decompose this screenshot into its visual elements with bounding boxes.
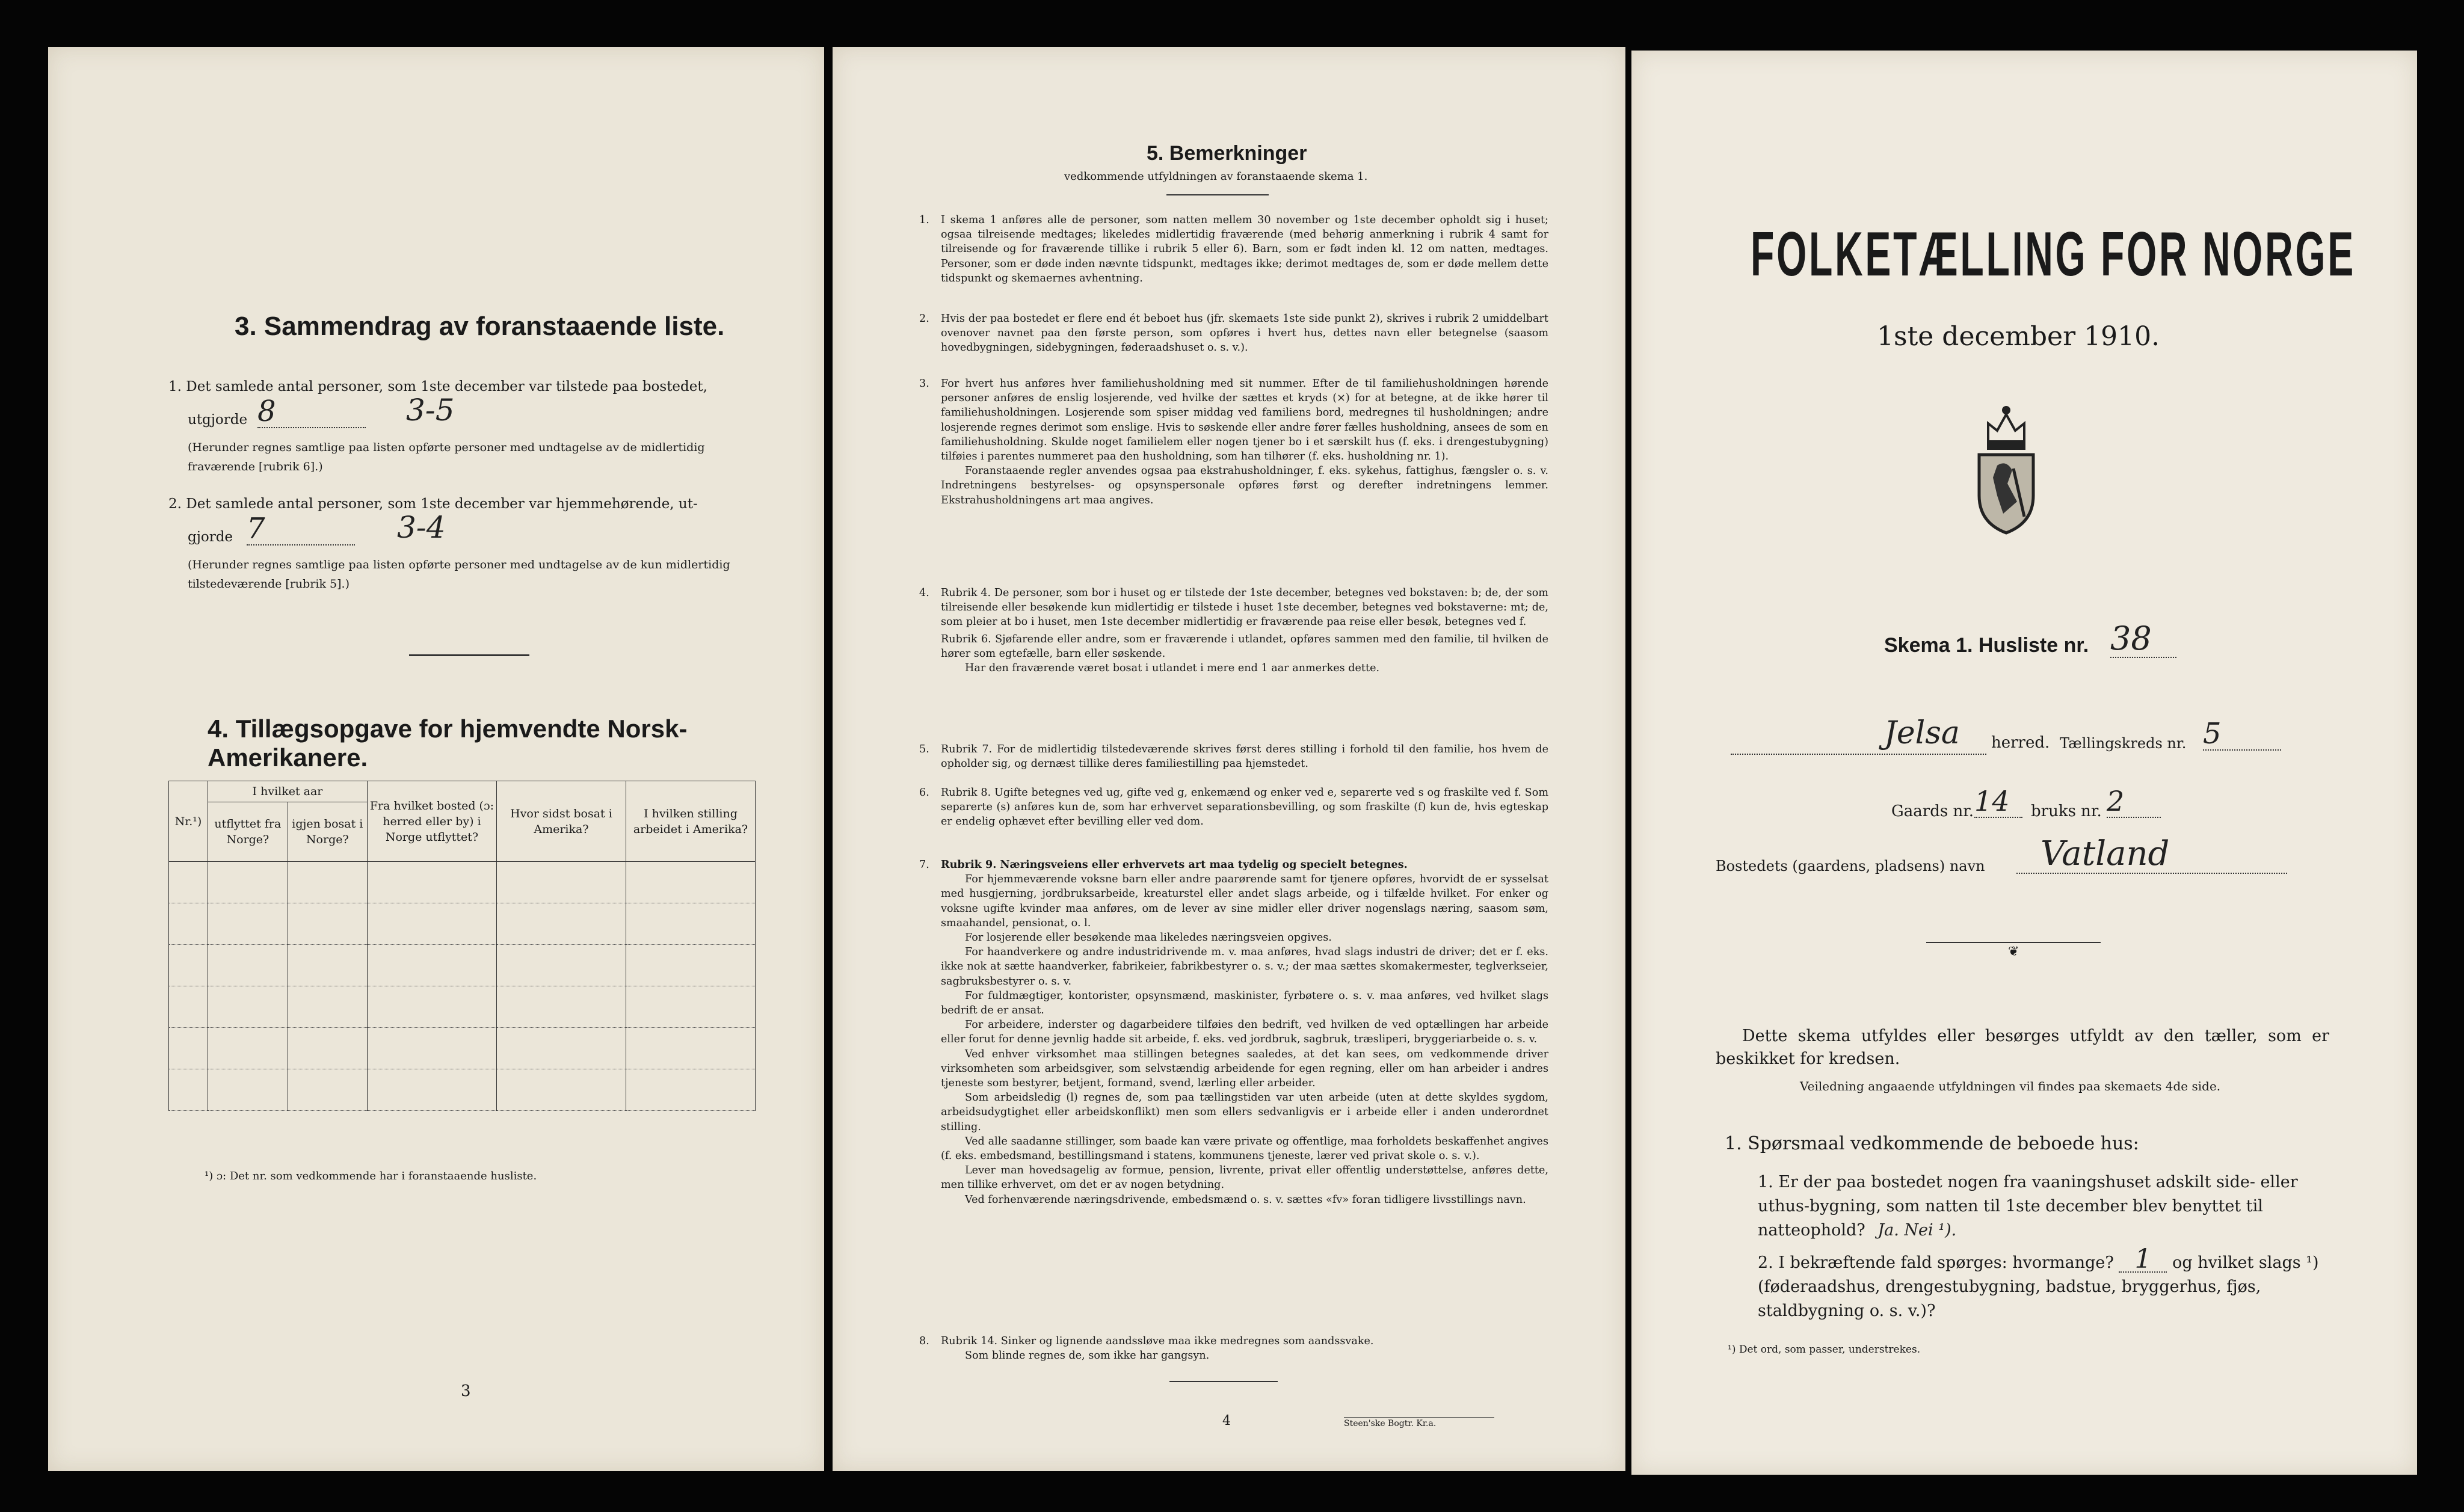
kreds-field[interactable]: 5 — [2203, 718, 2281, 751]
remark-7d: For fuldmægtiger, kontorister, opsynsmænd, maskinister, fyrbøtere o. s. v. maa anføres, ved hvilket slags bedrift de er ansat. — [941, 989, 1548, 1017]
norsk-amerikanere-table — [168, 781, 756, 1111]
remark-4c: Har den fraværende været bosat i utlandet i mere end 1 aar anmerkes dette. — [965, 662, 1380, 675]
remark-3: 3. For hvert hus anføres hver familiehusholdning med sit nummer. Efter de til familiehusholdningen hørende personer anføres de enslig losjerende, ved hvilke der sættes et kryds (×) for at betegne, at de ikke hører til familiehusholdningen. Losjerende som spiser middag ved familiens bord, medregnes til husholdningen; andre losjerende regnes derimot som enslige. Hvis to søskende eller andre fører fælles husholdning, ansees de som en familiehusholdning. Skulde noget familielem eller nogen tjener bo i et særskilt hus (f. eks. i drengestubygning) tilføies i parentes nummeret paa den husholdning, som han tilhører (f. eks. husholdning nr. 1). Foranstaaende regler anvendes ogsaa paa ekstrahusholdninger, f. eks. sykehus, fattighus, fængsler o. s. v. Indretningens bestyrelses- og opsynspersonale opføres først og derefter indretningens lemmer. Ekstrahusholdningens art maa angives. — [941, 376, 1548, 508]
summary-item-2-label: gjorde — [188, 529, 233, 545]
remark-7c: For haandverkere og andre industridrivende m. v. maa anføres, hvad slags industri de driver; det er f. eks. ikke nok at sætte haandverker, fabrikeier, fabrikbestyrer o. s. v.; der maa sættes skomakermester, teglverkseier, sagbruksbestyrer o. s. v. — [941, 946, 1548, 988]
remark-7b: For losjerende eller besøkende maa likeledes næringsveien opgives. — [965, 932, 1332, 944]
skema-label: Skema 1. Husliste nr. — [1884, 634, 2089, 657]
remark-3b: Foranstaaende regler anvendes ogsaa paa ekstrahusholdninger, f. eks. sykehus, fattighus, fængsler o. s. v. Indretningens bestyrelses- og opsynspersonale opføres først og derefter indretningens lemmer. Ekstrahusholdningens art maa angives. — [941, 465, 1548, 506]
bosted-field[interactable]: Vatland — [2016, 835, 2287, 874]
bruks-field[interactable]: 2 — [2107, 785, 2161, 818]
remark-5: 5. Rubrik 7. For de midlertidig tilstedeværende skrives først deres stilling i forhold til den familie, hos hvem de opholder sig, og dernæst tillike deres familiestilling paa hjemstedet. — [919, 743, 1548, 770]
printer-mark: Steen'ske Bogtr. Kr.a. — [1344, 1417, 1494, 1428]
summary-item-1: 1. Det samlede antal personer, som 1ste december var tilstede paa bostedet, — [168, 379, 707, 395]
question-1-2: 2. I bekræftende fald spørges: hvormange? 1 og hvilket slags ¹) (føderaadshus, drengestubygning, badstue, bryggerhus, fjøs, staldbygning o. s. v.)? — [1758, 1244, 2319, 1320]
remark-2: 2. Hvis der paa bostedet er flere end ét beboet hus (jfr. skemaets 1ste side punkt 2), skrives i rubrik 2 umiddelbart ovenover navnet paa den første person, som opføres i hvert hus, dettes navn eller betegnelse (saasom hovedbygningen, sidebygningen, føderaadshuset o. s. v.). — [919, 313, 1548, 354]
table-row — [169, 903, 756, 945]
bruks-label: bruks nr. — [2031, 802, 2102, 820]
summary-item-1-note: (Herunder regnes samtlige paa listen opførte personer med undtagelse av de midlertidig fraværende [rubrik 6].) — [188, 441, 705, 473]
remark-8b: Som blinde regnes de, som ikke har gangsyn. — [965, 1350, 1210, 1362]
question-1-2-count[interactable]: 1 — [2119, 1247, 2167, 1273]
right-footnote: ¹) Det ord, som passer, understrekes. — [1728, 1344, 1921, 1356]
remark-7e: For arbeidere, inderster og dagarbeidere tilføies den bedrift, ved hvilken de ved optællingen har arbeide eller forut for denne jevnlig hadde sit arbeide, f. eks. ved jordbruk, sagbruk, træsliperi, bryggeriarbeide o. s. v. — [941, 1019, 1548, 1046]
kreds-label: Tællingskreds nr. — [2060, 735, 2187, 752]
col-i-hvilket-aar: I hvilket aar — [208, 781, 368, 802]
remark-7: 7. Rubrik 9. Næringsveiens eller erhvervets art maa tydelig og specielt betegnes. For hjemmeværende voksne barn eller andre paarørende samt for tjenere opføres, hvorvidt de er sysselsat med husgjerning, jordbruksarbeide, kreaturstel eller andet slags arbeide, og i tilfælde hvilket. For enker og voksne ugifte kvinder maa anføres, om de lever av sine midler eller driver nogenslags næring, saasom søm, smaahandel, pensionat, o. l. For losjerende eller besøkende maa likeledes næringsveien opgives. For haandverkere og andre industridrivende m. v. maa anføres, hvad slags industri de driver; det er f. eks. ikke nok at sætte haandverker, fabrikeier, fabrikbestyrer o. s. v.; der maa sættes skomakermester, teglverkseier, sagbruksbestyrer o. s. v. For fuldmægtiger, kontorister, opsynsmænd, maskinister, fyrbøtere o. s. v. maa anføres, ved hvilket slags bedrift de er ansat. For arbeidere, inderster og dagarbeidere tilføies den bedrift, ved hvilken de ved optællingen har arbeide eller forut for denne jevnlig hadde sit arbeide, f. eks. ved jordbruk, sagbruk, træsliperi, bryggeriarbeide o. s. v. Ved enhver virksomhet maa stillingen betegnes saaledes, at det kan sees, om vedkommende driver virksomheten som arbeidsgiver, som selvstændig arbeidende for egen regning, eller om han arbeider i andres tjeneste som bestyrer, betjent, formand, svend, lærling eller arbeider. Som arbeidsledig (l) regnes de, som paa tællingstiden var uten arbeide (uten at dette skyldes sygdom, arbeidsudygtighet eller arbeidskonflikt) men som ellers sedvanligvis er i arbeide eller i anden underordnet stilling. Ved alle saadanne stillinger, som baade kan være private og offentlige, maa forholdets beskaffenhet angives (f. eks. embedsmand, bestillingsmand i statens, kommunens tjeneste, lærer ved privat skole o. s. v.). Lever man hovedsagelig av formue, pension, livrente, privat eller offentlig understøttelse, anføres dette, men tillike erhvervet, om det er av nogen betydning. Ved forhenværende næringsdrivende, embedsmænd o. s. v. sættes «fv» foran tidligere livsstillings navn. — [941, 858, 1548, 1207]
table-row — [169, 986, 756, 1028]
question-1-1-answer[interactable]: Ja. Nei ¹). — [1877, 1221, 1957, 1240]
question-1-1: 1. Er der paa bostedet nogen fra vaaningshuset adskilt side- eller uthus-bygning, som natten til 1ste december blev benyttet til natteophold? Ja. Nei ¹). — [1758, 1173, 2298, 1240]
coat-of-arms-icon — [1970, 399, 2042, 538]
col-igjen-bosat: igjen bosat i Norge? — [288, 802, 367, 862]
census-title: FOLKETÆLLING FOR NORGE — [1751, 220, 2356, 289]
remark-1: 1. I skema 1 anføres alle de personer, som natten mellem 30 november og 1ste december opholdt sig i huset; ogsaa tilreisende medtages; likeledes midlertidig fraværende (med behørig anmerkning i rubrik 4 samt for tilreisende og for fraværende tillike i rubrik 5 eller 6). Barn, som er født inden kl. 12 om natten, medtages. Personer, som er døde inden nævnte tidspunkt, medtages ikke; derimot medtages de, som er døde mellem dette tidspunkt og skemaernes avhentning. — [919, 214, 1548, 284]
gaards-field[interactable]: 14 — [1974, 785, 2022, 818]
summary-item-2-note: (Herunder regnes samtlige paa listen opførte personer med undtagelse av de kun midlertidig tilstedeværende [rubrik 5].) — [188, 558, 730, 591]
instruction-1: Dette skema utfyldes eller besørges utfyldt av den tæller, som er beskikket for kredsen. — [1716, 1027, 2329, 1068]
herred-field[interactable]: Jelsa — [1884, 715, 1960, 751]
summary-item-2-annotation: 3-4 — [397, 510, 446, 545]
table-row — [169, 1069, 756, 1111]
remark-7j: Ved forhenværende næringsdrivende, embedsmænd o. s. v. sættes «fv» foran tidligere livsstillings navn. — [965, 1193, 1526, 1206]
col-utflyttet: utflyttet fra Norge? — [208, 802, 288, 862]
table-row — [169, 862, 756, 903]
table-footnote: ¹) ɔ: Det nr. som vedkommende har i foranstaaende husliste. — [205, 1170, 537, 1182]
remark-7f: Ved enhver virksomhet maa stillingen betegnes saaledes, at det kan sees, om vedkommende driver virksomheten som arbeidsgiver, som selvstændig arbeidende for egen regning, eller om han arbeider i andres tjeneste som bestyrer, betjent, formand, svend, lærling eller arbeider. — [941, 1048, 1548, 1090]
section-4-title: 4. Tillægsopgave for hjemvendte Norsk-Amerikanere. — [208, 715, 688, 772]
page-number: 3 — [461, 1382, 471, 1400]
ornament-icon: ❦ — [2008, 944, 2019, 959]
divider — [1926, 942, 2101, 943]
col-fra-hvilket-bosted: Fra hvilket bosted (ɔ: herred eller by) i Norge utflyttet? — [367, 781, 496, 862]
divider — [409, 654, 529, 656]
remark-8: 8. Rubrik 14. Sinker og lignende aandssløve maa ikke medregnes som aandssvake. Som blinde regnes de, som ikke har gangsyn. — [941, 1334, 1548, 1363]
summary-item-1-value[interactable]: 8 — [257, 396, 366, 428]
col-stilling: I hvilken stilling arbeidet i Amerika? — [626, 781, 755, 862]
section-3-title: 3. Sammendrag av foranstaaende liste. — [235, 312, 725, 341]
remark-7i: Lever man hovedsagelig av formue, pension, livrente, privat eller offentlig understøttelse, anføres dette, men tillike erhvervet, om det er av nogen betydning. — [941, 1164, 1548, 1191]
remark-7h: Ved alle saadanne stillinger, som baade kan være private og offentlige, maa forholdets beskaffenhet angives (f. eks. embedsmand, bestillingsmand i statens, kommunens tjeneste, lærer ved privat skole o. s. v.). — [941, 1135, 1548, 1163]
summary-item-1-label: utgjorde — [188, 412, 248, 428]
remark-7g: Som arbeidsledig (l) regnes de, som paa tællingstiden var uten arbeide (uten at dette skyldes sygdom, arbeidsudygtighet eller arbeidskonflikt) men som ellers sedvanligvis er i arbeide eller i anden underordnet stilling. — [941, 1092, 1548, 1133]
middle-page — [833, 47, 1625, 1471]
remark-6: 6. Rubrik 8. Ugifte betegnes ved ug, gifte ved g, enkemænd og enker ved e, separerte ved s og fraskilte ved f. Som separerte (s) anføres kun de, som har erhvervet separationsbevilling, og som fraskilte (f) kun de, hvis egteskap er endelig ophævet efter bevilling eller ved dom. — [919, 787, 1548, 828]
summary-item-2: 2. Det samlede antal personer, som 1ste december var hjemmehørende, ut- — [168, 496, 698, 512]
instruction-2: Veiledning angaaende utfyldningen vil findes paa skemaets 4de side. — [1800, 1079, 2221, 1093]
remark-4: 4. Rubrik 4. De personer, som bor i huset og er tilstede der 1ste december, betegnes ved bokstaven: b; de, der som tilreisende eller besøkende kun midlertidig er tilstede i huset 1ste december, betegnes ved bokstaverne: mt; de, som pleier at bo i huset, men 1ste december midlertidig er fraværende paa reise eller besøk, betegnes ved f. Rubrik 6. Sjøfarende eller andre, som er fraværende i utlandet, opføres sammen med den familie, til hvilken de hører som egtefælle, barn eller søskende. Har den fraværende været bosat i utlandet i mere end 1 aar anmerkes dette. — [941, 586, 1548, 675]
remark-4b: Rubrik 6. Sjøfarende eller andre, som er fraværende i utlandet, opføres sammen med den familie, til hvilken de hører som egtefælle, barn eller søskende. — [941, 633, 1548, 660]
divider — [1166, 194, 1269, 195]
herred-label: herred. — [1991, 734, 2050, 752]
section-5-title: 5. Bemerkninger — [1147, 142, 1307, 165]
gaards-label: Gaards nr. — [1891, 802, 1974, 820]
remark-7a: For hjemmeværende voksne barn eller andre paarørende samt for tjenere opføres, hvorvidt de er sysselsat med husgjerning, jordbruksarbeide, kreaturstel eller andet slags arbeide, og i tilfælde hvilket. For enker og voksne ugifte kvinder maa anføres, om de lever av sine midler eller driver nogenslags næring, saasom søm, smaahandel, pensionat, o. l. — [941, 873, 1548, 929]
left-page — [48, 47, 824, 1471]
summary-item-2-value[interactable]: 7 — [247, 513, 355, 545]
table-row — [169, 945, 756, 986]
table-row — [169, 1028, 756, 1069]
col-hvor-sidst-bosat: Hvor sidst bosat i Amerika? — [496, 781, 626, 862]
question-1-title: 1. Spørsmaal vedkommende de beboede hus: — [1725, 1133, 2139, 1154]
husliste-nr-field[interactable]: 38 — [2110, 621, 2176, 658]
bosted-label: Bostedets (gaardens, pladsens) navn — [1716, 858, 1985, 874]
summary-item-1-annotation: 3-5 — [406, 393, 455, 428]
right-page — [1631, 51, 2417, 1475]
census-date: 1ste december 1910. — [1877, 321, 2160, 352]
page-number: 4 — [1222, 1413, 1231, 1428]
col-nr: Nr.¹) — [169, 781, 208, 862]
section-5-subtitle: vedkommende utfyldningen av foranstaaende skema 1. — [1064, 170, 1368, 183]
divider — [1169, 1381, 1278, 1382]
